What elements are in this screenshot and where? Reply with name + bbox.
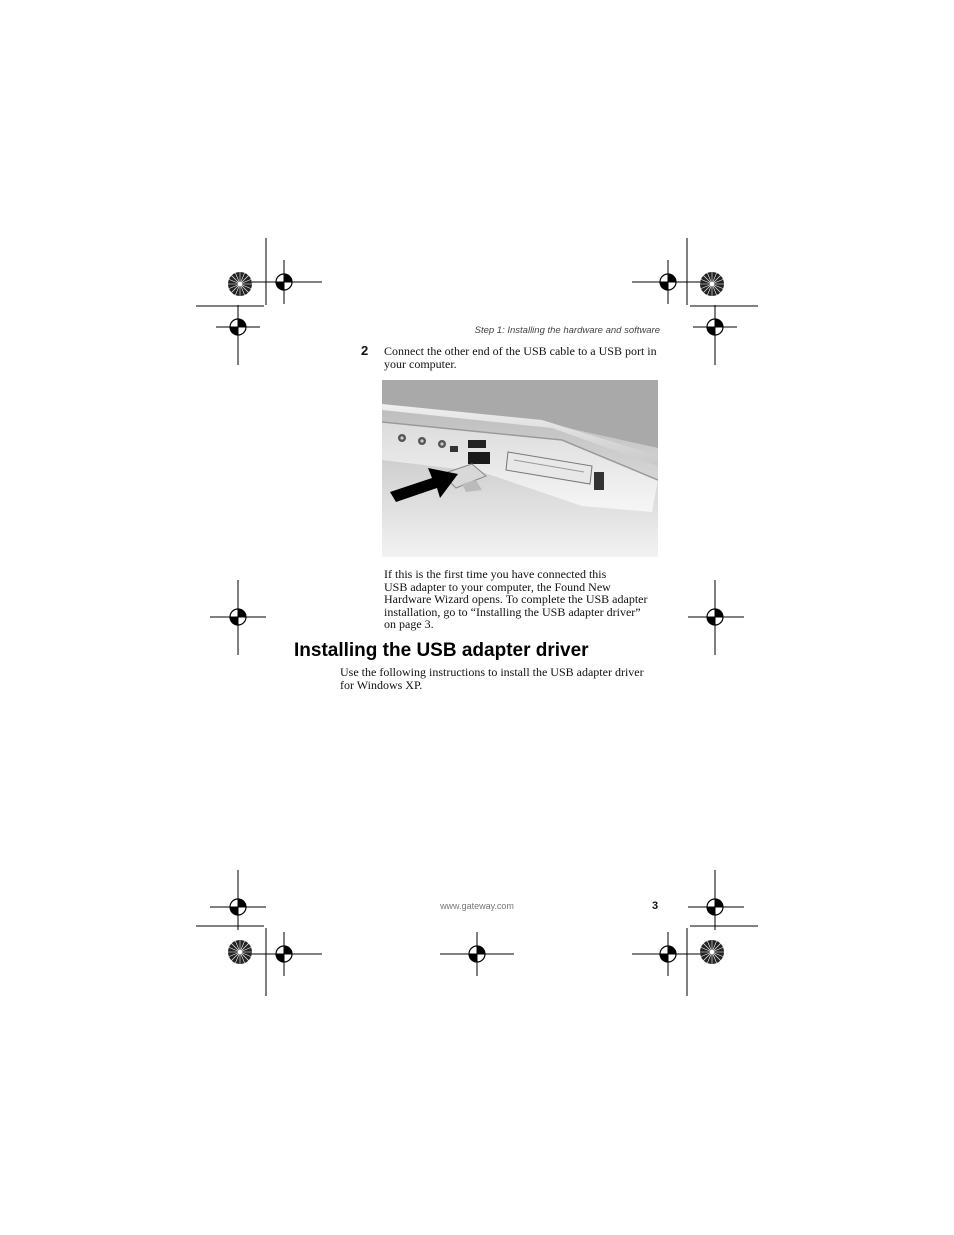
step-number: 2 xyxy=(361,343,369,358)
star-mark-bottom-right xyxy=(700,940,724,964)
running-head: Step 1: Installing the hardware and software xyxy=(474,325,660,336)
step-text: Connect the other end of the USB cable to a USB port in your computer. xyxy=(384,344,657,371)
paragraph-line: USB adapter to your computer, the Found New xyxy=(384,579,611,594)
section-body-text xyxy=(340,666,664,691)
section-heading: Installing the USB adapter driver xyxy=(294,640,589,661)
body-line: for Windows XP. xyxy=(340,677,423,692)
body-line: Use the following instructions to install the USB adapter driver xyxy=(340,665,644,679)
star-mark-top-right xyxy=(700,272,724,296)
usb-port xyxy=(468,440,486,448)
paragraph-line: Hardware Wizard opens. To complete the USB adapter xyxy=(384,592,648,607)
firewire-port xyxy=(450,446,458,452)
footer-url: www.gateway.com xyxy=(440,901,514,911)
lock-switch xyxy=(594,472,604,490)
paragraph-line: If this is the first time you have connected this xyxy=(384,567,607,581)
star-mark-top-left xyxy=(228,272,252,296)
usb-cable-connection-photo xyxy=(382,380,658,557)
paragraph-line: installation, go to “Installing the USB adapter driver” xyxy=(384,604,641,619)
page-number: 3 xyxy=(652,900,659,912)
star-mark-bottom-left xyxy=(228,940,252,964)
first-time-paragraph xyxy=(384,568,664,631)
paragraph-line: on page 3. xyxy=(384,617,434,632)
